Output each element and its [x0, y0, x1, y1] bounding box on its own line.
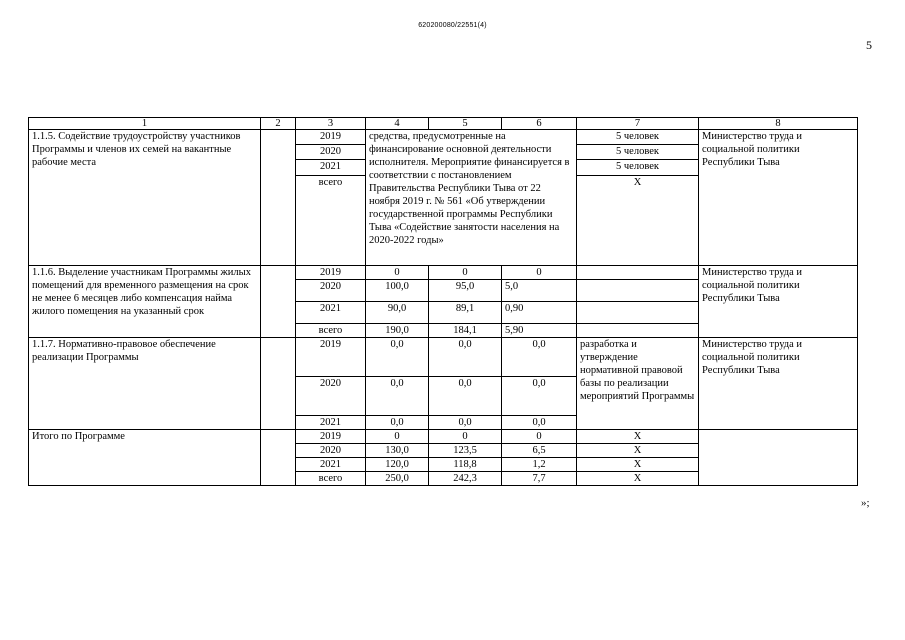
activity-title: 1.1.5. Содействие трудоустройству участников Программы и членов их семей на вакантные рабочие места [29, 130, 261, 266]
result-cell: Х [577, 176, 699, 266]
year-cell: 2019 [296, 430, 366, 444]
funding-note: средства, предусмотренные на финансирование основной деятельности исполнителя. Мероприятие финансируется в соответствии с постановлением Правительства Республики Тыва от 22 ноября 2019 г. № 561 «Об утверждении государственной программы Республики Тыва «Содействие занятости населения на 2020-2022 годы» [366, 130, 577, 266]
value-cell: 250,0 [366, 472, 429, 486]
value-cell: 0 [429, 266, 502, 280]
table-row [29, 266, 858, 280]
value-cell: 0,0 [429, 338, 502, 377]
table-row [29, 130, 858, 145]
year-cell: 2019 [296, 130, 366, 145]
empty-cell [261, 130, 296, 266]
page-number: 5 [866, 38, 872, 52]
value-cell: 190,0 [366, 324, 429, 338]
header-cell: 3 [296, 118, 366, 130]
year-cell: всего [296, 324, 366, 338]
header-cell: 8 [699, 118, 858, 130]
year-cell: 2021 [296, 416, 366, 430]
document-id: 620200080/22551(4) [418, 22, 487, 29]
activity-title: 1.1.7. Нормативно-правовое обеспечение реализации Программы [29, 338, 261, 430]
value-cell: 1,2 [502, 458, 577, 472]
value-cell: 0 [502, 430, 577, 444]
value-cell: 0,0 [429, 416, 502, 430]
value-cell: 90,0 [366, 302, 429, 324]
year-cell: всего [296, 176, 366, 266]
value-cell: 118,8 [429, 458, 502, 472]
year-cell: всего [296, 472, 366, 486]
year-cell: 2021 [296, 302, 366, 324]
value-cell: 0 [502, 266, 577, 280]
value-cell: 0 [366, 266, 429, 280]
value-cell: 0 [429, 430, 502, 444]
value-cell: 123,5 [429, 444, 502, 458]
empty-cell [577, 302, 699, 324]
result-cell: 5 человек [577, 130, 699, 145]
value-cell: 100,0 [366, 280, 429, 302]
empty-cell [577, 266, 699, 280]
result-cell: Х [577, 472, 699, 486]
table-row [29, 430, 858, 444]
value-cell: 120,0 [366, 458, 429, 472]
value-cell: 0,0 [366, 377, 429, 416]
result-cell: Х [577, 444, 699, 458]
value-cell: 5,0 [502, 280, 577, 302]
year-cell: 2020 [296, 145, 366, 160]
result-cell: разработка и утверждение нормативной правовой базы по реализации мероприятий Программы [577, 338, 699, 430]
activity-title: 1.1.6. Выделение участникам Программы жилых помещений для временного размещения на срок не менее 6 месяцев либо компенсация найма жилого помещения на указанный срок [29, 266, 261, 338]
empty-cell [577, 280, 699, 302]
value-cell: 7,7 [502, 472, 577, 486]
value-cell: 0,0 [366, 338, 429, 377]
empty-cell [261, 338, 296, 430]
year-cell: 2021 [296, 160, 366, 176]
year-cell: 2019 [296, 338, 366, 377]
executor-cell: Министерство труда и социальной политики Республики Тыва [699, 338, 858, 430]
header-cell: 6 [502, 118, 577, 130]
header-cell: 5 [429, 118, 502, 130]
result-cell: 5 человек [577, 160, 699, 176]
empty-cell [261, 430, 296, 486]
value-cell: 6,5 [502, 444, 577, 458]
empty-cell [699, 430, 858, 486]
value-cell: 184,1 [429, 324, 502, 338]
executor-cell: Министерство труда и социальной политики Республики Тыва [699, 130, 858, 266]
year-cell: 2020 [296, 444, 366, 458]
value-cell: 5,90 [502, 324, 577, 338]
value-cell: 0 [366, 430, 429, 444]
year-cell: 2020 [296, 280, 366, 302]
empty-cell [261, 266, 296, 338]
table-row [29, 338, 858, 377]
year-cell: 2019 [296, 266, 366, 280]
year-cell: 2021 [296, 458, 366, 472]
value-cell: 0,90 [502, 302, 577, 324]
executor-cell: Министерство труда и социальной политики Республики Тыва [699, 266, 858, 338]
year-cell: 2020 [296, 377, 366, 416]
value-cell: 0,0 [502, 338, 577, 377]
header-cell: 1 [29, 118, 261, 130]
result-cell: Х [577, 430, 699, 444]
header-row [29, 118, 858, 130]
value-cell: 89,1 [429, 302, 502, 324]
value-cell: 0,0 [429, 377, 502, 416]
value-cell: 0,0 [502, 416, 577, 430]
result-cell: Х [577, 458, 699, 472]
value-cell: 242,3 [429, 472, 502, 486]
empty-cell [577, 324, 699, 338]
value-cell: 95,0 [429, 280, 502, 302]
program-table [28, 117, 858, 486]
value-cell: 0,0 [366, 416, 429, 430]
value-cell: 130,0 [366, 444, 429, 458]
header-cell: 7 [577, 118, 699, 130]
header-cell: 2 [261, 118, 296, 130]
value-cell: 0,0 [502, 377, 577, 416]
result-cell: 5 человек [577, 145, 699, 160]
closing-quote-mark: »; [861, 497, 870, 509]
total-title: Итого по Программе [29, 430, 261, 486]
header-cell: 4 [366, 118, 429, 130]
